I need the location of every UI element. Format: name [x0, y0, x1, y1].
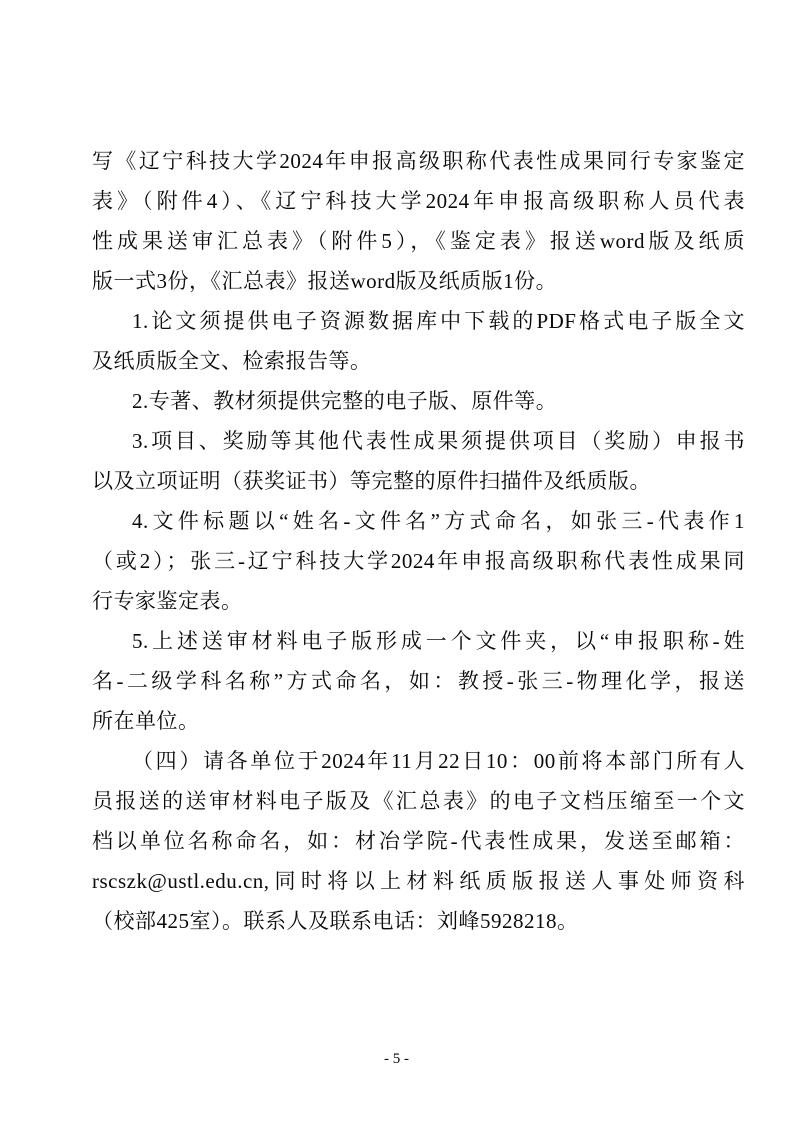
text-line: 写《辽宁科技大学2024年申报高级职称代表性成果同行专家鉴定: [92, 149, 745, 173]
text-line: 2.专著、教材须提供完整的电子版、原件等。: [132, 389, 558, 413]
text-line: 1.论文须提供电子资源数据库中下载的PDF格式电子版全文: [132, 309, 745, 333]
text-line: 4.文件标题以“姓名-文件名”方式命名，如张三-代表作1: [132, 509, 745, 533]
text-line: 3.项目、奖励等其他代表性成果须提供项目（奖励）申报书: [132, 429, 745, 453]
text-line: 行专家鉴定表。: [92, 589, 243, 613]
text-line: 以及立项证明（获奖证书）等完整的原件扫描件及纸质版。: [92, 469, 651, 493]
text-line: 版一式3份，《汇总表》报送word版及纸质版1份。: [92, 269, 558, 293]
text-line: 性成果送审汇总表》（附件5），《鉴定表》报送word版及纸质: [92, 229, 745, 253]
text-line: 所在单位。: [92, 709, 200, 733]
text-line: （四）请各单位于2024年11月22日10：00前将本部门所有人: [132, 749, 745, 773]
text-line: （或2）；张三-辽宁科技大学2024年申报高级职称代表性成果同: [92, 549, 745, 573]
text-line: 及纸质版全文、检索报告等。: [92, 349, 372, 373]
text-line: 档以单位名称命名，如：材冶学院-代表性成果，发送至邮箱：: [92, 829, 745, 853]
page-number: - 5 -: [384, 1051, 409, 1067]
text-line: 表》（附件4）、《辽宁科技大学2024年申报高级职称人员代表: [92, 189, 745, 213]
text-line: 员报送的送审材料电子版及《汇总表》的电子文档压缩至一个文: [92, 789, 745, 813]
text-line: rscszk@ustl.edu.cn,同时将以上材料纸质版报送人事处师资科: [92, 869, 745, 893]
document-body: [92, 141, 745, 941]
text-line: （校部425室）。联系人及联系电话：刘峰5928218。: [92, 909, 579, 933]
text-line: 5.上述送审材料电子版形成一个文件夹，以“申报职称-姓: [132, 629, 745, 653]
text-line: 名-二级学科名称”方式命名，如：教授-张三-物理化学，报送: [92, 669, 745, 693]
